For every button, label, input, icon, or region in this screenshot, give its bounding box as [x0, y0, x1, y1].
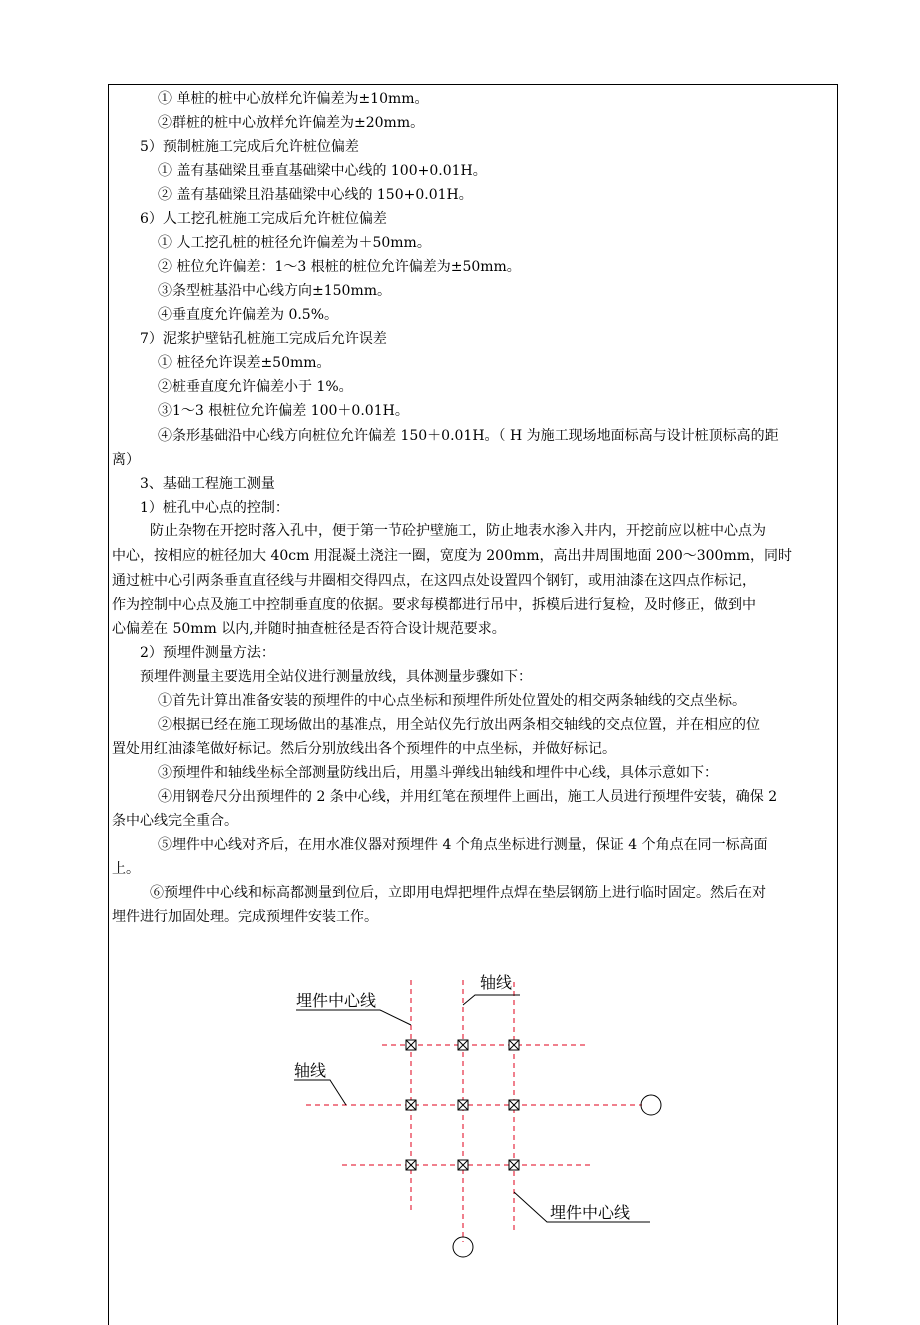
embed-layout-diagram [280, 960, 680, 1260]
embed-marker [458, 1160, 468, 1170]
text-line: ①首先计算出准备安装的预埋件的中心点坐标和预埋件所处位置处的相交两条轴线的交点坐标。 [158, 693, 746, 709]
axis-circle-bottom [453, 1237, 473, 1257]
text-line: ① 盖有基础梁且垂直基础梁中心线的 100+0.01H。 [158, 163, 487, 179]
embed-marker [406, 1040, 416, 1050]
text-line: 7）泥浆护壁钻孔桩施工完成后允许误差 [140, 331, 387, 347]
label-axis-top: 轴线 [480, 973, 513, 992]
leader-lines [294, 995, 650, 1222]
text-line: ① 人工挖孔桩的桩径允许偏差为＋50mm。 [158, 235, 431, 251]
label-axis-left: 轴线 [294, 1061, 327, 1080]
section-heading: 3、基础工程施工测量 [140, 476, 275, 492]
text-line: 5）预制桩施工完成后允许桩位偏差 [140, 139, 359, 155]
text-line: ① 桩径允许误差±50mm。 [158, 355, 331, 371]
embed-marker [406, 1160, 416, 1170]
text-line: 条中心线完全重合。 [112, 813, 238, 829]
text-line: 防止杂物在开挖时落入孔中，便于第一节砼护壁施工，防止地表水渗入井内，开挖前应以桩中心点为 [150, 523, 766, 539]
text-line: 通过桩中心引两条垂直直径线与井圈相交得四点，在这四点处设置四个钢钉，或用油漆在这四点作标记， [112, 573, 756, 589]
embed-marker [458, 1040, 468, 1050]
text-line: 离） [112, 452, 140, 468]
text-line: ④条形基础沿中心线方向桩位允许偏差 150＋0.01H。（ H 为施工现场地面标高与设计桩顶标高的距 [158, 428, 779, 444]
text-line: 预埋件测量主要选用全站仪进行测量放线，具体测量步骤如下： [140, 669, 532, 685]
text-line: ① 单桩的桩中心放样允许偏差为±10mm。 [158, 91, 429, 107]
text-line: ④用钢卷尺分出预埋件的 2 条中心线，并用红笔在预埋件上画出，施工人员进行预埋件安装，确保 2 [158, 789, 778, 805]
embed-marker [509, 1160, 519, 1170]
embed-marker [406, 1100, 416, 1110]
text-line: 作为控制中心点及施工中控制垂直度的依据。要求每模都进行吊中，拆模后进行复检，及时修正，做到中 [112, 597, 756, 613]
text-line: ⑤埋件中心线对齐后，在用水准仪器对预埋件 4 个角点坐标进行测量，保证 4 个角点在同一标高面 [158, 837, 768, 853]
embed-marker [509, 1040, 519, 1050]
text-line: ②桩垂直度允许偏差小于 1%。 [158, 379, 353, 395]
subsection-heading: 2）预埋件测量方法： [140, 645, 275, 661]
text-line: ③条型桩基沿中心线方向±150mm。 [158, 283, 392, 299]
text-line: 埋件进行加固处理。完成预埋件安装工作。 [112, 909, 378, 925]
text-line: ② 桩位允许偏差：1～3 根桩的桩位允许偏差为±50mm。 [158, 259, 521, 275]
subsection-heading: 1）桩孔中心点的控制： [140, 500, 289, 516]
embed-marker [509, 1100, 519, 1110]
label-embed-center-top: 埋件中心线 [296, 991, 377, 1010]
text-line: ②根据已经在施工现场做出的基准点，用全站仪先行放出两条相交轴线的交点位置，并在相应的位 [158, 717, 760, 733]
text-line: 置处用红油漆笔做好标记。然后分别放线出各个预埋件的中点坐标，并做好标记。 [112, 741, 616, 757]
text-line: 中心，按相应的桩径加大 40cm 用混凝土浇注一圈，宽度为 200mm，高出井周围地面 200～300mm，同时 [112, 548, 792, 564]
embed-markers [406, 1040, 519, 1170]
leader-axis-top [463, 995, 520, 1005]
text-line: ③预埋件和轴线坐标全部测量防线出后，用墨斗弹线出轴线和埋件中心线，具体示意如下： [158, 765, 718, 781]
leader-axis-left [294, 1080, 346, 1105]
text-line: ②群桩的桩中心放样允许偏差为±20mm。 [158, 115, 425, 131]
text-line: ③1～3 根桩位允许偏差 100＋0.01H。 [158, 403, 409, 419]
embed-marker [458, 1100, 468, 1110]
leader-embed-top [296, 1010, 411, 1025]
text-line: ② 盖有基础梁且沿基础梁中心线的 150+0.01H。 [158, 187, 473, 203]
text-line: ④垂直度允许偏差为 0.5%。 [158, 307, 339, 323]
text-line: 上。 [112, 861, 140, 877]
text-line: ⑥预埋件中心线和标高都测量到位后，立即用电焊把埋件点焊在垫层钢筋上进行临时固定。然后在对 [150, 885, 766, 901]
label-embed-center-bottom: 埋件中心线 [550, 1203, 631, 1222]
text-line: 心偏差在 50mm 以内,并随时抽查桩径是否符合设计规范要求。 [112, 621, 506, 637]
axis-circle-right [641, 1095, 661, 1115]
text-line: 6）人工挖孔桩施工完成后允许桩位偏差 [140, 211, 387, 227]
